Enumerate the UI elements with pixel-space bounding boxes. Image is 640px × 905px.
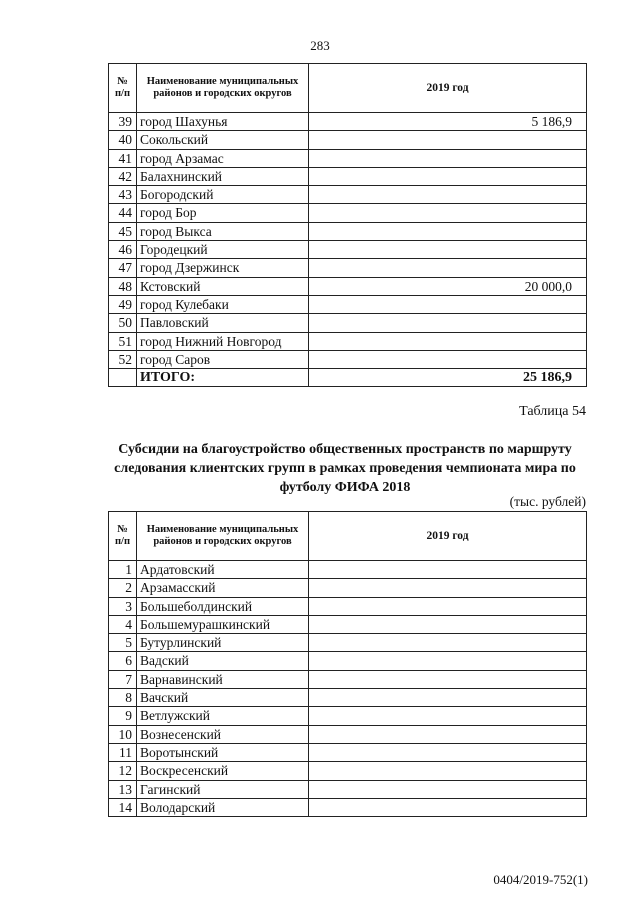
header-name: Наименование муниципальных районов и городских округов	[137, 64, 309, 113]
table-header-row	[109, 64, 587, 113]
row-value	[309, 561, 587, 579]
row-name: Володарский	[137, 798, 309, 816]
row-number: 49	[109, 295, 137, 313]
row-number: 42	[109, 167, 137, 185]
row-value	[309, 762, 587, 780]
table-row	[109, 167, 587, 185]
row-number: 13	[109, 780, 137, 798]
table-row	[109, 743, 587, 761]
table-row	[109, 579, 587, 597]
table-row	[109, 332, 587, 350]
row-number: 47	[109, 259, 137, 277]
row-value	[309, 725, 587, 743]
row-name: Бутурлинский	[137, 634, 309, 652]
total-row	[109, 369, 587, 387]
row-name: Павловский	[137, 314, 309, 332]
row-number: 40	[109, 131, 137, 149]
header-year: 2019 год	[309, 64, 587, 113]
total-value: 25 186,9	[309, 369, 587, 387]
row-value	[309, 186, 587, 204]
row-name: Варнавинский	[137, 670, 309, 688]
row-name: Городецкий	[137, 241, 309, 259]
units-label: (тыс. рублей)	[509, 494, 586, 509]
table-row	[109, 149, 587, 167]
row-number: 12	[109, 762, 137, 780]
row-number: 4	[109, 615, 137, 633]
row-value	[309, 743, 587, 761]
row-name: Большемурашкинский	[137, 615, 309, 633]
row-value	[309, 707, 587, 725]
header-num: № п/п	[109, 64, 137, 113]
table-row	[109, 241, 587, 259]
document-code: 0404/2019-752(1)	[493, 872, 588, 887]
table-body	[109, 561, 587, 817]
row-name: Ардатовский	[137, 561, 309, 579]
row-name: город Арзамас	[137, 149, 309, 167]
row-value	[309, 634, 587, 652]
row-value	[309, 652, 587, 670]
row-value	[309, 615, 587, 633]
row-number: 6	[109, 652, 137, 670]
row-number: 50	[109, 314, 137, 332]
row-name: Богородский	[137, 186, 309, 204]
table-municipal-subsidies-continued	[108, 63, 587, 387]
header-num: № п/п	[109, 512, 137, 561]
table-row	[109, 131, 587, 149]
table-row	[109, 707, 587, 725]
row-name: город Саров	[137, 350, 309, 368]
row-value	[309, 259, 587, 277]
row-value	[309, 780, 587, 798]
row-value	[309, 222, 587, 240]
row-name: город Кулебаки	[137, 295, 309, 313]
row-number: 39	[109, 113, 137, 131]
table-row	[109, 222, 587, 240]
row-number: 2	[109, 579, 137, 597]
table-row	[109, 762, 587, 780]
table-fifa-subsidies	[108, 511, 587, 817]
table-row	[109, 186, 587, 204]
row-name: Большеболдинский	[137, 597, 309, 615]
table-row	[109, 652, 587, 670]
row-number: 46	[109, 241, 137, 259]
row-name: город Дзержинск	[137, 259, 309, 277]
row-name: Вадский	[137, 652, 309, 670]
table-row	[109, 670, 587, 688]
table-row	[109, 780, 587, 798]
row-value	[309, 149, 587, 167]
row-name: Гагинский	[137, 780, 309, 798]
row-value: 20 000,0	[309, 277, 587, 295]
header-name: Наименование муниципальных районов и городских округов	[137, 512, 309, 561]
row-number: 48	[109, 277, 137, 295]
row-value	[309, 241, 587, 259]
row-number: 44	[109, 204, 137, 222]
table-row	[109, 597, 587, 615]
row-number: 11	[109, 743, 137, 761]
row-name: Балахнинский	[137, 167, 309, 185]
row-number: 1	[109, 561, 137, 579]
row-name: Вознесенский	[137, 725, 309, 743]
row-value	[309, 204, 587, 222]
page-number: 283	[310, 38, 330, 53]
row-number: 14	[109, 798, 137, 816]
row-number: 45	[109, 222, 137, 240]
table-row	[109, 277, 587, 295]
total-label: ИТОГО:	[137, 369, 309, 387]
row-name: Вачский	[137, 689, 309, 707]
row-name: город Шахунья	[137, 113, 309, 131]
table-row	[109, 295, 587, 313]
table-row	[109, 798, 587, 816]
table-row	[109, 314, 587, 332]
total-num-cell	[109, 369, 137, 387]
row-value	[309, 131, 587, 149]
table-title: Субсидии на благоустройство общественных пространств по маршруту следования клиентских групп в рамках проведения чемпионата мира по футболу ФИФА 2018	[114, 442, 576, 495]
row-name: город Выкса	[137, 222, 309, 240]
table-header-row	[109, 512, 587, 561]
row-value	[309, 332, 587, 350]
row-value	[309, 689, 587, 707]
row-name: Воскресенский	[137, 762, 309, 780]
row-value	[309, 798, 587, 816]
row-name: Кстовский	[137, 277, 309, 295]
row-name: город Нижний Новгород	[137, 332, 309, 350]
row-number: 5	[109, 634, 137, 652]
table-row	[109, 689, 587, 707]
table-row	[109, 350, 587, 368]
row-number: 52	[109, 350, 137, 368]
table-row	[109, 615, 587, 633]
row-name: город Бор	[137, 204, 309, 222]
row-value	[309, 295, 587, 313]
row-value	[309, 314, 587, 332]
row-value	[309, 167, 587, 185]
table-row	[109, 113, 587, 131]
table-row	[109, 634, 587, 652]
row-number: 3	[109, 597, 137, 615]
row-value	[309, 597, 587, 615]
row-value: 5 186,9	[309, 113, 587, 131]
row-name: Воротынский	[137, 743, 309, 761]
row-number: 7	[109, 670, 137, 688]
table-row	[109, 725, 587, 743]
row-number: 9	[109, 707, 137, 725]
table-body	[109, 113, 587, 369]
row-value	[309, 579, 587, 597]
row-number: 51	[109, 332, 137, 350]
table-label: Таблица 54	[519, 404, 586, 419]
row-number: 10	[109, 725, 137, 743]
row-name: Сокольский	[137, 131, 309, 149]
table-row	[109, 561, 587, 579]
row-name: Ветлужский	[137, 707, 309, 725]
table-row	[109, 204, 587, 222]
row-value	[309, 350, 587, 368]
table-row	[109, 259, 587, 277]
row-number: 43	[109, 186, 137, 204]
header-year: 2019 год	[309, 512, 587, 561]
row-number: 8	[109, 689, 137, 707]
row-name: Арзамасский	[137, 579, 309, 597]
row-number: 41	[109, 149, 137, 167]
row-value	[309, 670, 587, 688]
